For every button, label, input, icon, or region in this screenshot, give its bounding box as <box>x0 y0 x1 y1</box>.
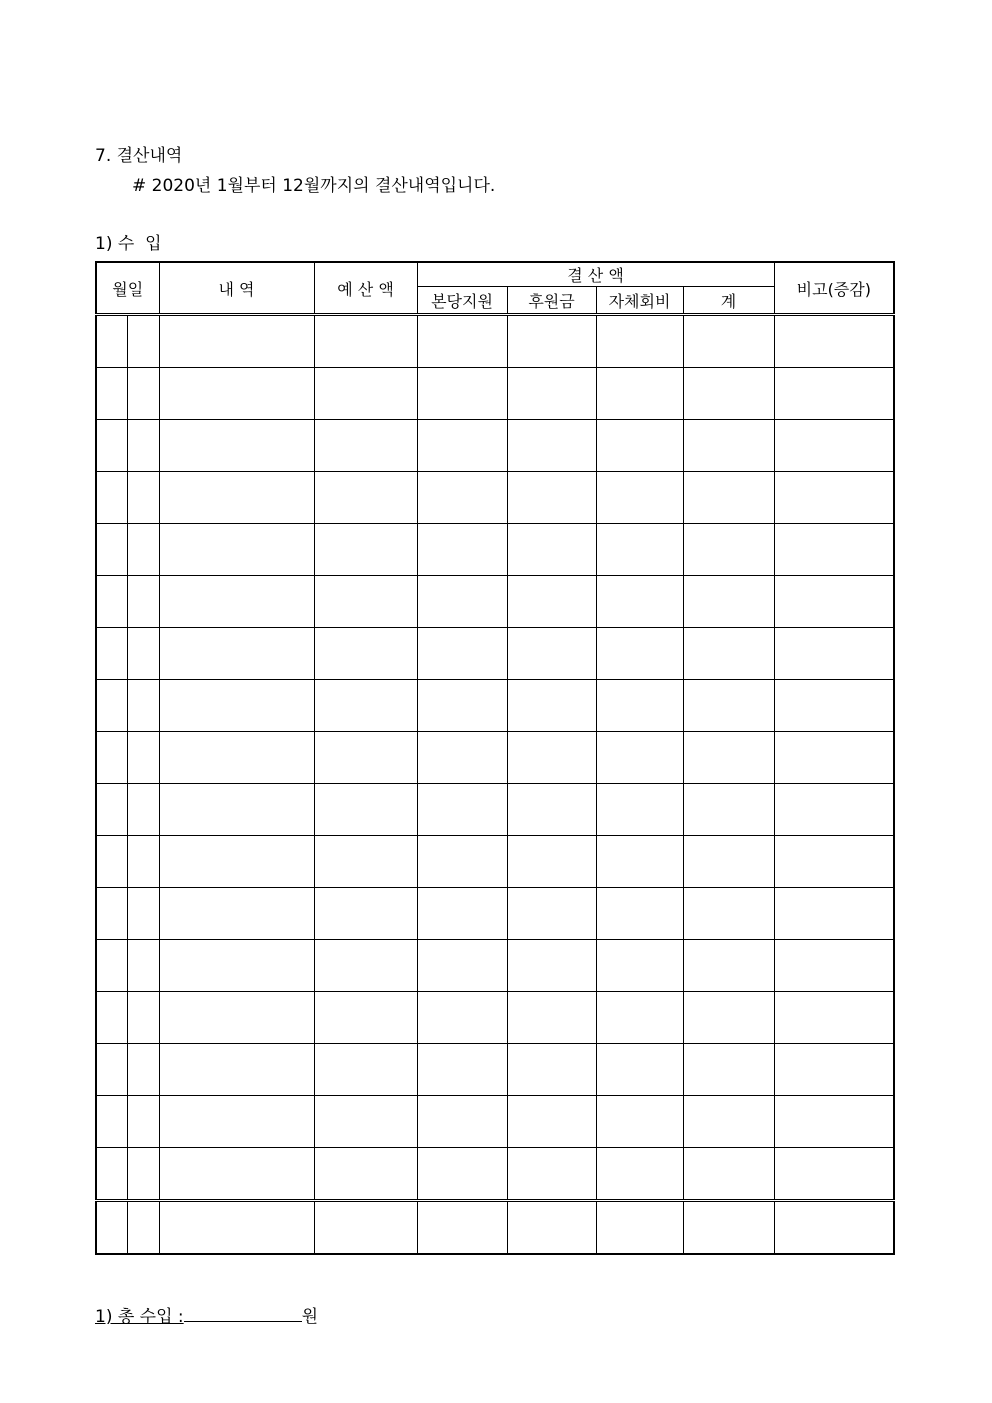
self-fee-cell[interactable] <box>596 420 683 472</box>
budget-cell[interactable] <box>314 524 417 576</box>
table-row <box>96 576 894 628</box>
sum-cell[interactable] <box>683 576 774 628</box>
month-cell[interactable] <box>96 576 127 628</box>
sum-cell[interactable] <box>683 888 774 940</box>
month-cell[interactable] <box>96 1201 127 1255</box>
note-cell[interactable] <box>774 888 894 940</box>
hq-support-cell[interactable] <box>417 1044 507 1096</box>
day-cell[interactable] <box>127 420 159 472</box>
hq-support-cell[interactable] <box>417 420 507 472</box>
item-cell[interactable] <box>159 732 314 784</box>
note-cell[interactable] <box>774 315 894 368</box>
donation-cell[interactable] <box>507 836 596 888</box>
item-cell[interactable] <box>159 472 314 524</box>
day-cell[interactable] <box>127 315 159 368</box>
self-fee-cell[interactable] <box>596 992 683 1044</box>
hq-support-cell[interactable] <box>417 472 507 524</box>
table-row <box>96 1044 894 1096</box>
day-cell[interactable] <box>127 524 159 576</box>
budget-cell[interactable] <box>314 836 417 888</box>
self-fee-cell[interactable] <box>596 940 683 992</box>
sum-cell[interactable] <box>683 1148 774 1201</box>
note-cell[interactable] <box>774 368 894 420</box>
note-cell[interactable] <box>774 784 894 836</box>
hq-support-cell[interactable] <box>417 680 507 732</box>
note-cell[interactable] <box>774 1201 894 1255</box>
self-fee-cell[interactable] <box>596 836 683 888</box>
budget-cell[interactable] <box>314 472 417 524</box>
table-row <box>96 732 894 784</box>
item-cell[interactable] <box>159 628 314 680</box>
item-cell[interactable] <box>159 888 314 940</box>
budget-cell[interactable] <box>314 576 417 628</box>
item-cell[interactable] <box>159 524 314 576</box>
day-cell[interactable] <box>127 628 159 680</box>
item-cell[interactable] <box>159 836 314 888</box>
table-row <box>96 315 894 368</box>
item-cell[interactable] <box>159 420 314 472</box>
month-cell[interactable] <box>96 315 127 368</box>
header-date: 월일 <box>96 262 159 315</box>
header-note: 비고(증감) <box>774 262 894 315</box>
header-settlement: 결 산 액 <box>417 262 774 287</box>
budget-cell[interactable] <box>314 1044 417 1096</box>
day-cell[interactable] <box>127 1044 159 1096</box>
day-cell[interactable] <box>127 732 159 784</box>
total-income-unit: 원 <box>301 1307 319 1327</box>
sum-cell[interactable] <box>683 1201 774 1255</box>
budget-cell[interactable] <box>314 732 417 784</box>
day-cell[interactable] <box>127 472 159 524</box>
sum-cell[interactable] <box>683 524 774 576</box>
donation-cell[interactable] <box>507 420 596 472</box>
month-cell[interactable] <box>96 784 127 836</box>
sum-cell[interactable] <box>683 836 774 888</box>
donation-cell[interactable] <box>507 1148 596 1201</box>
sum-cell[interactable] <box>683 472 774 524</box>
sum-cell[interactable] <box>683 420 774 472</box>
table-row <box>96 524 894 576</box>
note-cell[interactable] <box>774 420 894 472</box>
hq-support-cell[interactable] <box>417 940 507 992</box>
budget-cell[interactable] <box>314 1096 417 1148</box>
donation-cell[interactable] <box>507 628 596 680</box>
note-cell[interactable] <box>774 472 894 524</box>
donation-cell[interactable] <box>507 1096 596 1148</box>
budget-cell[interactable] <box>314 1201 417 1255</box>
day-cell[interactable] <box>127 940 159 992</box>
sum-cell[interactable] <box>683 992 774 1044</box>
item-cell[interactable] <box>159 784 314 836</box>
self-fee-cell[interactable] <box>596 576 683 628</box>
sum-cell[interactable] <box>683 315 774 368</box>
budget-cell[interactable] <box>314 315 417 368</box>
income-table <box>95 261 895 1255</box>
hq-support-cell[interactable] <box>417 368 507 420</box>
hq-support-cell[interactable] <box>417 888 507 940</box>
month-cell[interactable] <box>96 368 127 420</box>
note-cell[interactable] <box>774 524 894 576</box>
note-cell[interactable] <box>774 1096 894 1148</box>
self-fee-cell[interactable] <box>596 472 683 524</box>
day-cell[interactable] <box>127 784 159 836</box>
sum-cell[interactable] <box>683 940 774 992</box>
total-income-line <box>95 1302 318 1327</box>
day-cell[interactable] <box>127 836 159 888</box>
donation-cell[interactable] <box>507 315 596 368</box>
self-fee-cell[interactable] <box>596 1201 683 1255</box>
header-donation: 후원금 <box>507 287 596 315</box>
budget-cell[interactable] <box>314 888 417 940</box>
budget-cell[interactable] <box>314 1148 417 1201</box>
hq-support-cell[interactable] <box>417 784 507 836</box>
month-cell[interactable] <box>96 836 127 888</box>
donation-cell[interactable] <box>507 992 596 1044</box>
note-cell[interactable] <box>774 940 894 992</box>
self-fee-cell[interactable] <box>596 628 683 680</box>
month-cell[interactable] <box>96 1148 127 1201</box>
table-row <box>96 888 894 940</box>
hq-support-cell[interactable] <box>417 576 507 628</box>
month-cell[interactable] <box>96 1044 127 1096</box>
hq-support-cell[interactable] <box>417 315 507 368</box>
note-cell[interactable] <box>774 992 894 1044</box>
sum-cell[interactable] <box>683 732 774 784</box>
sum-cell[interactable] <box>683 628 774 680</box>
day-cell[interactable] <box>127 368 159 420</box>
donation-cell[interactable] <box>507 472 596 524</box>
header-item: 내 역 <box>159 262 314 315</box>
item-cell[interactable] <box>159 1201 314 1255</box>
self-fee-cell[interactable] <box>596 315 683 368</box>
table-row <box>96 1148 894 1201</box>
hq-support-cell[interactable] <box>417 732 507 784</box>
month-cell[interactable] <box>96 524 127 576</box>
day-cell[interactable] <box>127 680 159 732</box>
donation-cell[interactable] <box>507 784 596 836</box>
table-row <box>96 940 894 992</box>
item-cell[interactable] <box>159 1044 314 1096</box>
budget-cell[interactable] <box>314 992 417 1044</box>
item-cell[interactable] <box>159 576 314 628</box>
section-title: 7. 결산내역 <box>95 146 183 166</box>
hq-support-cell[interactable] <box>417 992 507 1044</box>
day-cell[interactable] <box>127 1096 159 1148</box>
hq-support-cell[interactable] <box>417 1201 507 1255</box>
hq-support-cell[interactable] <box>417 1096 507 1148</box>
sum-cell[interactable] <box>683 784 774 836</box>
item-cell[interactable] <box>159 315 314 368</box>
hq-support-cell[interactable] <box>417 836 507 888</box>
month-cell[interactable] <box>96 1096 127 1148</box>
note-cell[interactable] <box>774 1148 894 1201</box>
header-budget: 예 산 액 <box>314 262 417 315</box>
item-cell[interactable] <box>159 1096 314 1148</box>
sum-cell[interactable] <box>683 1044 774 1096</box>
total-income-blank[interactable] <box>184 1305 302 1322</box>
month-cell[interactable] <box>96 940 127 992</box>
day-cell[interactable] <box>127 1201 159 1255</box>
donation-cell[interactable] <box>507 680 596 732</box>
table-row <box>96 628 894 680</box>
self-fee-cell[interactable] <box>596 1044 683 1096</box>
header-hq-support: 본당지원 <box>417 287 507 315</box>
income-subtitle: 1) 수 입 <box>95 234 162 254</box>
total-income-label: 1) 총 수입 : <box>95 1307 184 1327</box>
self-fee-cell[interactable] <box>596 784 683 836</box>
item-cell[interactable] <box>159 1148 314 1201</box>
budget-cell[interactable] <box>314 680 417 732</box>
hq-support-cell[interactable] <box>417 524 507 576</box>
note-cell[interactable] <box>774 680 894 732</box>
self-fee-cell[interactable] <box>596 1148 683 1201</box>
self-fee-cell[interactable] <box>596 524 683 576</box>
self-fee-cell[interactable] <box>596 368 683 420</box>
item-cell[interactable] <box>159 680 314 732</box>
donation-cell[interactable] <box>507 888 596 940</box>
donation-cell[interactable] <box>507 732 596 784</box>
month-cell[interactable] <box>96 888 127 940</box>
sum-cell[interactable] <box>683 368 774 420</box>
budget-cell[interactable] <box>314 940 417 992</box>
item-cell[interactable] <box>159 940 314 992</box>
note-cell[interactable] <box>774 576 894 628</box>
donation-cell[interactable] <box>507 524 596 576</box>
month-cell[interactable] <box>96 472 127 524</box>
month-cell[interactable] <box>96 992 127 1044</box>
self-fee-cell[interactable] <box>596 680 683 732</box>
day-cell[interactable] <box>127 992 159 1044</box>
sum-cell[interactable] <box>683 680 774 732</box>
day-cell[interactable] <box>127 1148 159 1201</box>
note-cell[interactable] <box>774 732 894 784</box>
day-cell[interactable] <box>127 888 159 940</box>
table-row <box>96 472 894 524</box>
budget-cell[interactable] <box>314 628 417 680</box>
section-note: # 2020년 1월부터 12월까지의 결산내역입니다. <box>132 176 496 196</box>
self-fee-cell[interactable] <box>596 732 683 784</box>
hq-support-cell[interactable] <box>417 1148 507 1201</box>
note-cell[interactable] <box>774 836 894 888</box>
donation-cell[interactable] <box>507 940 596 992</box>
item-cell[interactable] <box>159 368 314 420</box>
sum-cell[interactable] <box>683 1096 774 1148</box>
donation-cell[interactable] <box>507 576 596 628</box>
table-row <box>96 680 894 732</box>
table-row <box>96 368 894 420</box>
note-cell[interactable] <box>774 628 894 680</box>
hq-support-cell[interactable] <box>417 628 507 680</box>
day-cell[interactable] <box>127 576 159 628</box>
month-cell[interactable] <box>96 628 127 680</box>
budget-cell[interactable] <box>314 784 417 836</box>
budget-cell[interactable] <box>314 368 417 420</box>
donation-cell[interactable] <box>507 368 596 420</box>
self-fee-cell[interactable] <box>596 888 683 940</box>
header-self-fee: 자체회비 <box>596 287 683 315</box>
table-row <box>96 1096 894 1148</box>
donation-cell[interactable] <box>507 1044 596 1096</box>
header-sum: 계 <box>683 287 774 315</box>
table-row <box>96 992 894 1044</box>
self-fee-cell[interactable] <box>596 1096 683 1148</box>
budget-cell[interactable] <box>314 420 417 472</box>
donation-cell[interactable] <box>507 1201 596 1255</box>
month-cell[interactable] <box>96 732 127 784</box>
item-cell[interactable] <box>159 992 314 1044</box>
table-row <box>96 784 894 836</box>
table-row <box>96 420 894 472</box>
month-cell[interactable] <box>96 420 127 472</box>
month-cell[interactable] <box>96 680 127 732</box>
table-row <box>96 836 894 888</box>
table-row <box>96 1201 894 1255</box>
note-cell[interactable] <box>774 1044 894 1096</box>
